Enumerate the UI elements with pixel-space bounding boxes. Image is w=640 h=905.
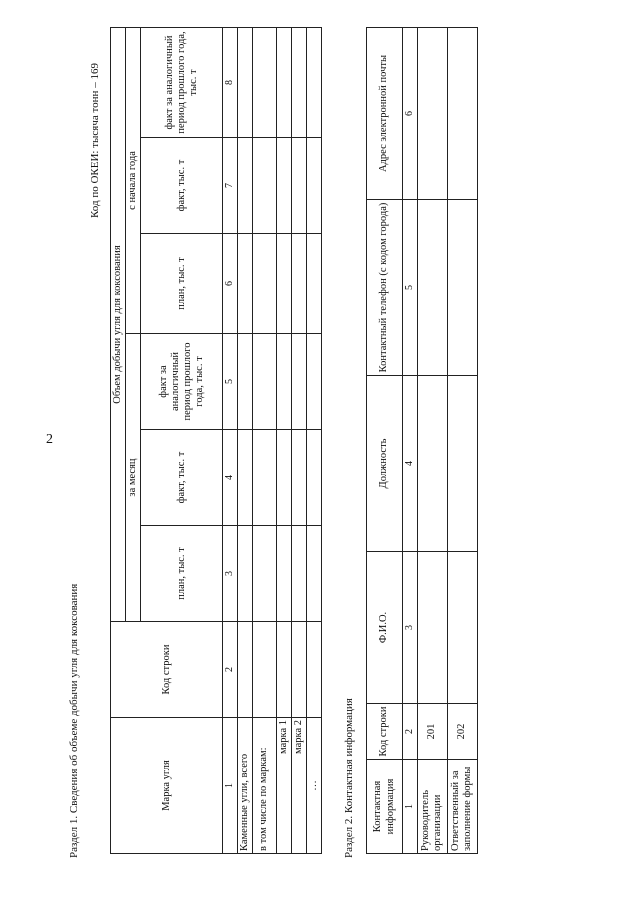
row-label: в том числе по маркам:: [252, 718, 276, 854]
data-cell[interactable]: [306, 430, 321, 526]
data-cell[interactable]: [237, 430, 252, 526]
data-cell[interactable]: [417, 376, 447, 552]
row-label: марка 1: [276, 718, 291, 854]
data-cell[interactable]: [306, 234, 321, 334]
section1-table: [110, 27, 322, 854]
column-number: 3: [403, 552, 418, 704]
column-number: 6: [403, 28, 418, 200]
header-fact-prev-ytd: факт за аналогичный период прошлого года, тыс. т: [141, 27, 223, 137]
column-number: 8: [223, 27, 238, 137]
data-cell[interactable]: [252, 234, 276, 334]
data-cell[interactable]: [306, 334, 321, 430]
row-code-cell: [237, 622, 252, 718]
table-row: [417, 28, 447, 854]
data-cell[interactable]: [252, 334, 276, 430]
data-cell[interactable]: [291, 430, 306, 526]
column-number: 1: [403, 760, 418, 854]
data-cell[interactable]: [291, 27, 306, 137]
header-per-month: за месяц: [126, 334, 141, 622]
row-label: марка 2: [291, 718, 306, 854]
row-label: Руководитель организации: [417, 760, 447, 854]
header-row-code: Код строки: [367, 704, 403, 760]
data-cell[interactable]: [306, 138, 321, 234]
data-cell[interactable]: [252, 27, 276, 137]
data-cell[interactable]: [306, 27, 321, 137]
section2-title: Раздел 2. Контактная информация: [343, 698, 355, 858]
table-row: [447, 28, 477, 854]
data-cell[interactable]: [276, 27, 291, 137]
column-number: 7: [223, 138, 238, 234]
column-number: 2: [223, 622, 238, 718]
data-cell[interactable]: [252, 138, 276, 234]
data-cell[interactable]: [252, 526, 276, 622]
section1-table-wrap: [110, 27, 322, 854]
data-cell[interactable]: [276, 138, 291, 234]
data-cell[interactable]: [417, 552, 447, 704]
header-plan-ytd: план, тыс. т: [141, 234, 223, 334]
data-cell[interactable]: [447, 552, 477, 704]
data-cell[interactable]: [237, 234, 252, 334]
data-cell[interactable]: [417, 200, 447, 376]
row-label: Каменные угли, всего: [237, 718, 252, 854]
table-row: [252, 27, 276, 853]
data-cell[interactable]: [252, 430, 276, 526]
row-label: Ответственный за заполнение формы: [447, 760, 477, 854]
section2-table-wrap: [366, 27, 478, 854]
header-plan: план, тыс. т: [141, 526, 223, 622]
header-since-year-start: с начала года: [126, 27, 141, 333]
header-position: Должность: [367, 376, 403, 552]
data-cell[interactable]: [237, 27, 252, 137]
page-number: 2: [46, 432, 53, 447]
column-number: 5: [403, 200, 418, 376]
row-code-cell: 201: [417, 704, 447, 760]
data-cell[interactable]: [447, 376, 477, 552]
column-number: 3: [223, 526, 238, 622]
header-contact-info: Контактная информация: [367, 760, 403, 854]
data-cell[interactable]: [291, 234, 306, 334]
data-cell[interactable]: [276, 430, 291, 526]
column-number: 2: [403, 704, 418, 760]
header-email: Адрес электронной почты: [367, 28, 403, 200]
header-fio: Ф.И.О.: [367, 552, 403, 704]
header-fact-ytd: факт, тыс. т: [141, 138, 223, 234]
column-number: 4: [223, 430, 238, 526]
header-fact: факт, тыс. т: [141, 430, 223, 526]
section2-table: [366, 27, 478, 854]
row-code-cell: [291, 622, 306, 718]
column-number: 5: [223, 334, 238, 430]
header-row-code: Код строки: [111, 622, 223, 718]
row-code-cell: 202: [447, 704, 477, 760]
data-cell[interactable]: [291, 138, 306, 234]
column-number: 4: [403, 376, 418, 552]
header-fact-prev-month: факт за аналогичный период прошлого года, тыс. т: [141, 334, 223, 430]
data-cell[interactable]: [237, 138, 252, 234]
header-phone: Контактный телефон (с кодом города): [367, 200, 403, 376]
data-cell[interactable]: [276, 234, 291, 334]
header-brand: Марка угля: [111, 718, 223, 854]
row-code-cell: [276, 622, 291, 718]
table-row: [276, 27, 291, 853]
table-row: [306, 27, 321, 853]
row-code-cell: [306, 622, 321, 718]
data-cell[interactable]: [291, 526, 306, 622]
data-cell[interactable]: [237, 334, 252, 430]
data-cell[interactable]: [237, 526, 252, 622]
data-cell[interactable]: [417, 28, 447, 200]
section1-title: Раздел 1. Сведения об объеме добычи угля для коксования: [68, 583, 80, 858]
data-cell[interactable]: [306, 526, 321, 622]
data-cell[interactable]: [291, 334, 306, 430]
data-cell[interactable]: [447, 28, 477, 200]
row-label: …: [306, 718, 321, 854]
table-row: [291, 27, 306, 853]
header-volume: Объем добычи угля для коксования: [111, 27, 126, 621]
data-cell[interactable]: [276, 526, 291, 622]
data-cell[interactable]: [276, 334, 291, 430]
column-number: 6: [223, 234, 238, 334]
column-number: 1: [223, 718, 238, 854]
data-cell[interactable]: [447, 200, 477, 376]
row-code-cell: [252, 622, 276, 718]
okei-code-note: Код по ОКЕИ: тысяча тонн – 169: [89, 63, 101, 218]
table-row: [237, 27, 252, 853]
